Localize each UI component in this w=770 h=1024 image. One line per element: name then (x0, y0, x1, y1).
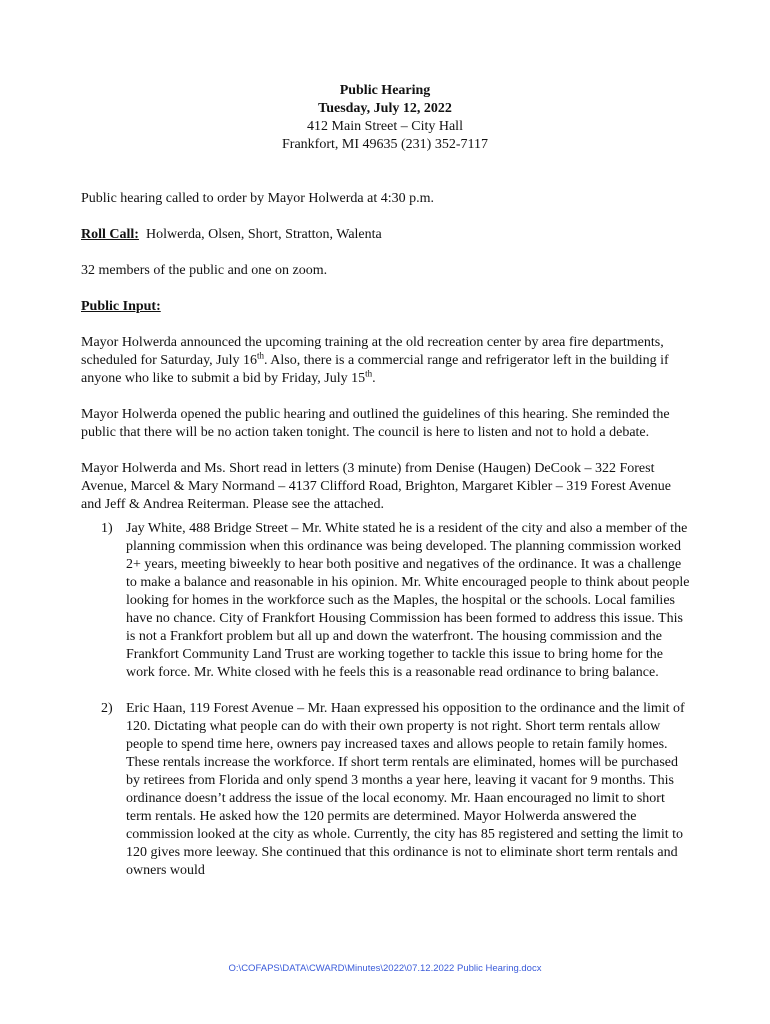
announcement-text-2: . Also, there is a commercial range and refrigerator left in the building if anyone who like to submit a bid by Friday, July 15 (81, 353, 669, 386)
list-item-text: Eric Haan, 119 Forest Avenue – Mr. Haan expressed his opposition to the ordinance and the limit of 120. Dictating what people can do with their own property is not right. Short term rentals allow people to spend time here, owners pay increased taxes and allows people to retain family homes. These rentals increase the workforce. If short term rentals are eliminated, homes will be purchased by retirees from Florida and only spend 3 months a year here, leaving it vacant for 9 months. This ordinance doesn’t address the issue of the local economy. Mr. Haan encouraged no limit to short term rentals. He asked how the 120 permits are determined. Mayor Holwerda answered the commission looked at the city as whole. Currently, the city has 85 registered and setting the limit to 120 gives more leeway. She continued that this ordinance is not to eliminate short term rentals and owners would (126, 701, 685, 878)
meeting-address: 412 Main Street – City Hall (307, 119, 463, 134)
document-title: Public Hearing (339, 83, 431, 98)
attendance: 32 members of the public and one on zoom. (81, 263, 328, 278)
announcement-sup-2: th (365, 368, 373, 379)
letters-paragraph: Mayor Holwerda and Ms. Short read in letters (3 minute) from Denise (Haugen) DeCook – 322 Forest Avenue, Marcel & Mary Normand – 4137 Clifford Road, Brighton, Margaret Kibler – 319 Forest Avenue and Jeff & Andrea Reiterman. Please see the attached. (81, 461, 671, 512)
public-comments-list (81, 520, 691, 880)
list-item-number: 2) (101, 701, 113, 716)
call-to-order: Public hearing called to order by Mayor Holwerda at 4:30 p.m. (81, 191, 435, 206)
announcement-sup-1: th (257, 350, 265, 361)
public-input-label: Public Input: (81, 299, 161, 314)
document-body (81, 190, 691, 898)
list-item (81, 700, 691, 880)
roll-call (81, 226, 691, 244)
meeting-city-phone: Frankfort, MI 49635 (231) 352-7117 (282, 137, 488, 152)
public-input-heading (81, 298, 691, 316)
announcement-text-3: . (372, 371, 376, 386)
roll-call-label: Roll Call: (81, 227, 139, 242)
list-item-text: Jay White, 488 Bridge Street – Mr. White stated he is a resident of the city and also a member of the planning commission when this ordinance was being developed. The planning commission worked 2+ years, meeting biweekly to hear both positive and negatives of the ordinance. It was a challenge to make a balance and reasonable in his opinion. Mr. White encouraged people to think about people looking for homes in the workforce such as the Maples, the hospital or the schools. Local families have no chance. City of Frankfort Housing Commission has been formed to address this issue. This is not a Frankfort problem but all up and down the waterfront. The housing commission and the Frankfort Community Land Trust are working together to tackle this issue to bring home for the work force. Mr. White closed with he feels this is a reasonable read ordinance to bring balance. (126, 521, 690, 680)
guidelines-paragraph: Mayor Holwerda opened the public hearing and outlined the guidelines of this hearing. She reminded the public that there will be no action taken tonight. The council is here to listen and not to hold a debate. (81, 407, 670, 440)
list-item (81, 520, 691, 682)
meeting-date: Tuesday, July 12, 2022 (318, 101, 452, 116)
footer-file-path: O:\COFAPS\DATA\CWARD\Minutes\2022\07.12.2022 Public Hearing.docx (228, 963, 542, 974)
document-header (0, 82, 770, 154)
list-item-number: 1) (101, 521, 113, 536)
announcement-paragraph (81, 334, 691, 388)
roll-call-names: Holwerda, Olsen, Short, Stratton, Walenta (138, 227, 382, 242)
announcement-text-1: Mayor Holwerda announced the upcoming training at the old recreation center by area fire departments, scheduled for Saturday, July 16 (81, 335, 664, 368)
